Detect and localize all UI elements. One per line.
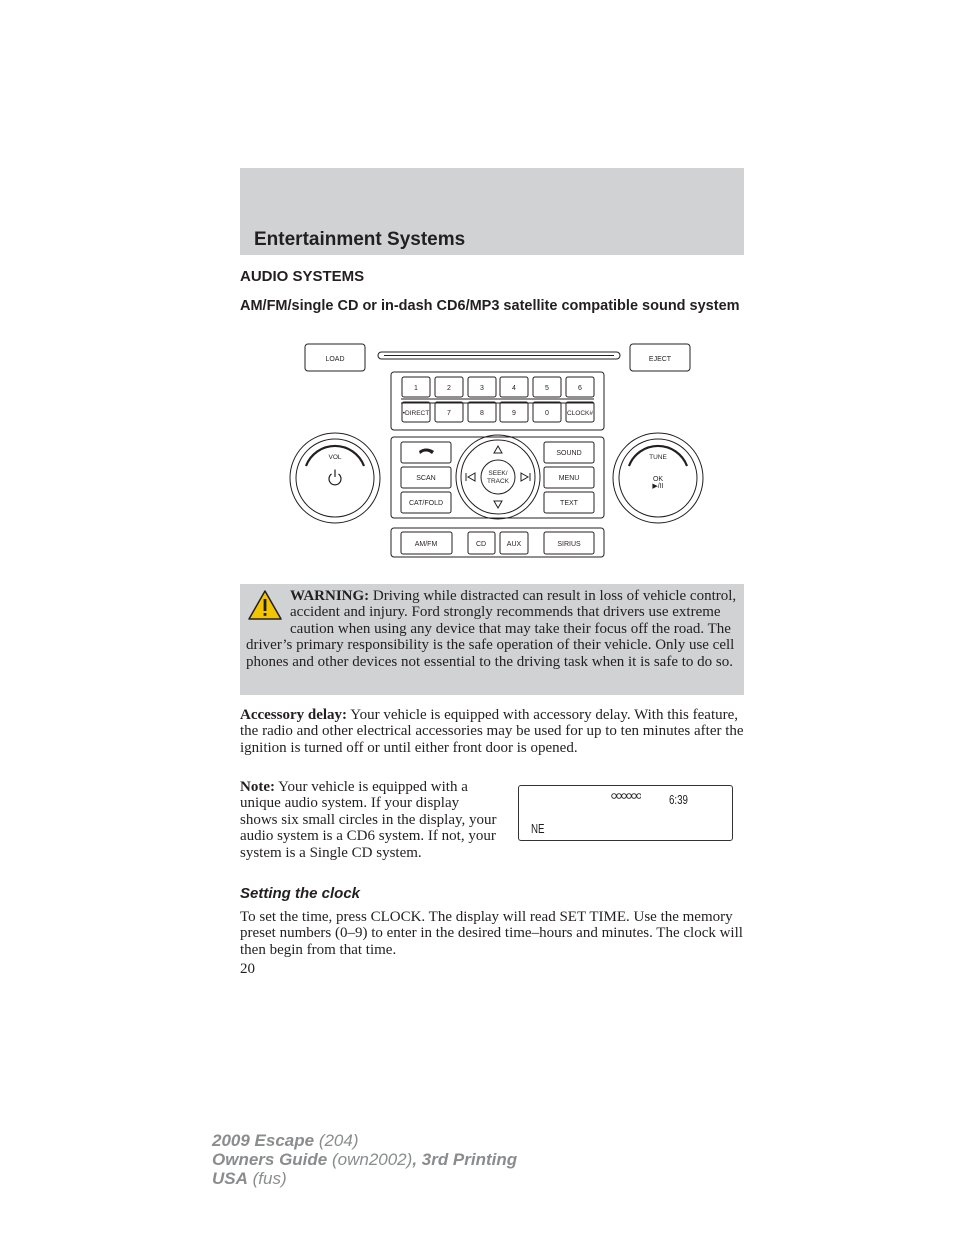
- preset-0-label: 0: [545, 410, 549, 417]
- seek-right-arrow-icon: [521, 473, 528, 481]
- vol-label: VOL: [328, 454, 342, 461]
- display-time: 6:39: [669, 792, 688, 807]
- note-label: Note:: [240, 779, 275, 795]
- preset-buttons-row1: [402, 377, 594, 397]
- setting-clock-heading: Setting the clock: [240, 885, 361, 902]
- footer-region: USA: [212, 1169, 248, 1188]
- preset-7-label: 7: [447, 410, 451, 417]
- accessory-delay-label: Accessory delay:: [240, 707, 348, 723]
- page-heading: AUDIO SYSTEMS: [240, 268, 365, 285]
- text-label: TEXT: [560, 500, 578, 507]
- note-body: Your vehicle is equipped with a unique audio system. If your display shows six small circles in the display, your audio system is a CD6 system. If not, your system is a Single CD system.: [240, 779, 497, 861]
- preset-1-label: 1: [414, 385, 418, 392]
- power-icon: [329, 470, 341, 485]
- warning-triangle-icon: [246, 588, 284, 624]
- clock-label: CLOCK#: [566, 410, 594, 417]
- phone-button: [401, 442, 451, 463]
- footer: [212, 1131, 517, 1188]
- sound-label: SOUND: [556, 450, 582, 457]
- cat-fold-label: CAT/FOLD: [408, 500, 444, 507]
- radio-display-illustration: [518, 785, 733, 841]
- seek-left-arrow-icon: [468, 473, 475, 481]
- am-fm-label: AM/FM: [414, 541, 438, 548]
- scan-label: SCAN: [416, 475, 436, 482]
- sirius-label: SIRIUS: [557, 541, 581, 548]
- footer-model: 2009 Escape: [212, 1131, 315, 1150]
- eject-label: EJECT: [648, 356, 672, 363]
- preset-2-label: 2: [447, 385, 451, 392]
- display-direction: NE: [531, 821, 545, 836]
- preset-3-label: 3: [480, 385, 484, 392]
- preset-4-label: 4: [512, 385, 516, 392]
- page-subheading: AM/FM/single CD or in-dash CD6/MP3 satellite compatible sound system: [240, 298, 740, 314]
- preset-5-label: 5: [545, 385, 549, 392]
- preset-6-label: 6: [578, 385, 582, 392]
- accessory-delay-body: Your vehicle is equipped with accessory delay. With this feature, the radio and other electrical accessories may be used for up to ten minutes after the ignition is turned off or until either front door is opened.: [240, 707, 744, 756]
- preset-8-label: 8: [480, 410, 484, 417]
- ok-label: OK: [652, 476, 664, 483]
- preset-buttons-row2: [402, 402, 594, 422]
- note-paragraph: [240, 779, 500, 861]
- tune-label: TUNE: [649, 454, 667, 461]
- preset-9-label: 9: [512, 410, 516, 417]
- track-label: TRACK: [486, 478, 510, 485]
- phone-icon: [419, 449, 434, 455]
- load-label: LOAD: [325, 356, 345, 363]
- radio-faceplate-illustration: [288, 340, 708, 562]
- aux-label: AUX: [506, 541, 522, 548]
- page-number: 20: [240, 961, 255, 977]
- seek-down-arrow-icon: [494, 501, 502, 508]
- direct-label: •DIRECT: [402, 410, 430, 417]
- cd6-circles-indicator: [611, 792, 641, 800]
- footer-printing: , 3rd Printing: [412, 1150, 518, 1169]
- warning-body: Driving while distracted can result in loss of vehicle control, accident and injury. Ford strongly recommends that drivers use extreme caution when using any device that may take their focus off the road. The driver’s primary responsibility is the safe operation of their vehicle. Only use cell phones and other devices not essential to the driving task when it is safe to do so.: [246, 588, 737, 670]
- menu-label: MENU: [558, 475, 580, 482]
- footer-guide-code: (own2002): [327, 1150, 413, 1169]
- footer-guide: Owners Guide: [212, 1150, 328, 1169]
- setting-clock-paragraph: To set the time, press CLOCK. The display will read SET TIME. Use the memory preset numbers (0–9) to enter in the desired time–hours and minutes. The clock will then begin from that time.: [240, 909, 743, 958]
- play-pause-label: ▶/II: [652, 483, 664, 490]
- accessory-delay-paragraph: [240, 707, 744, 756]
- footer-model-code: (204): [314, 1131, 359, 1150]
- footer-region-code: (fus): [247, 1169, 287, 1188]
- seek-up-arrow-icon: [494, 446, 502, 453]
- preset-panel: [391, 372, 604, 430]
- seek-label: SEEK/: [488, 470, 508, 477]
- warning-text: [246, 588, 738, 670]
- cd-label: CD: [475, 541, 487, 548]
- section-title: Entertainment Systems: [254, 229, 466, 250]
- warning-label: WARNING:: [290, 588, 370, 604]
